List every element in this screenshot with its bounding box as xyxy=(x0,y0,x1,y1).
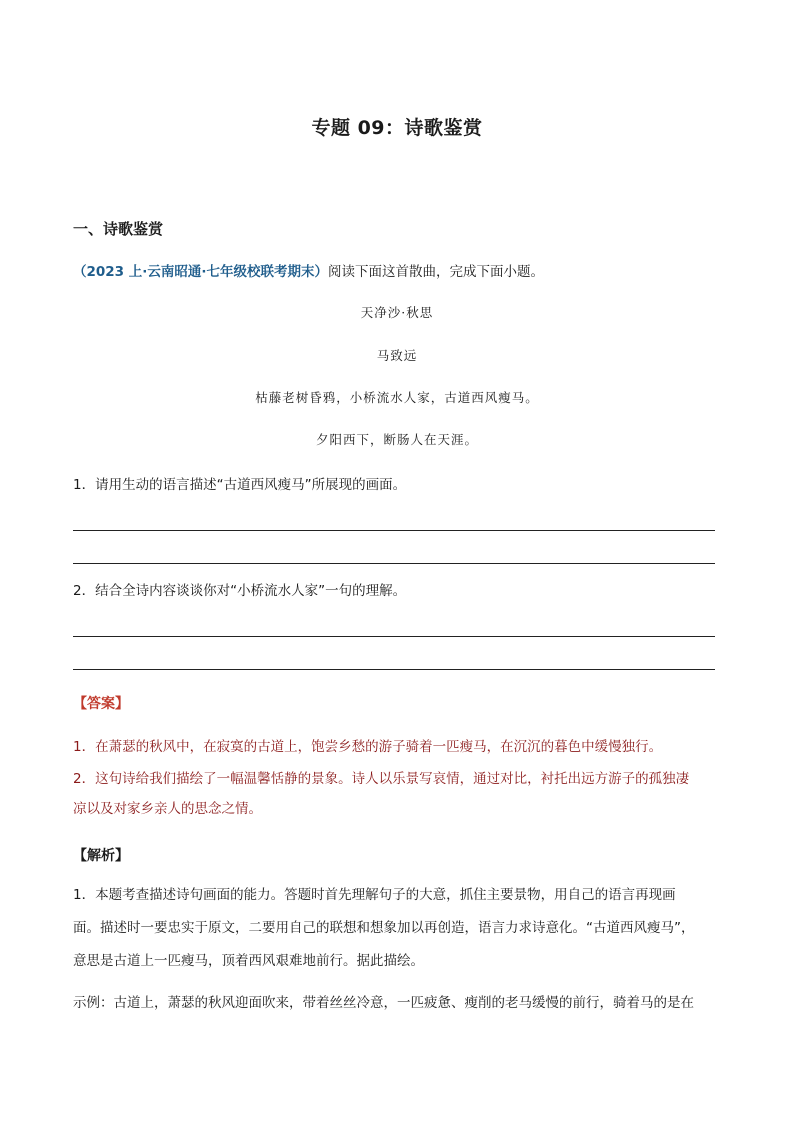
poem-line-2: 夕阳西下，断肠人在天涯。 xyxy=(315,432,478,447)
answer-blank-line[interactable] xyxy=(73,669,715,670)
answer-1: 1．在萧瑟的秋风中，在寂寞的古道上，饱尝乡愁的游子骑着一匹瘦马，在沉沉的暮色中缓慢独行。 xyxy=(73,739,663,755)
section-heading: 一、诗歌鉴赏 xyxy=(73,220,164,238)
page-title: 专题 09：诗歌鉴赏 xyxy=(311,117,483,139)
analysis-line-2: 面。描述时一要忠实于原文，二要用自己的联想和想象加以再创造，语言力求诗意化。“古道西风瘦马”， xyxy=(73,920,695,936)
analysis-line-1: 1．本题考查描述诗句画面的能力。答题时首先理解句子的大意，抓住主要景物，用自己的语言再现画 xyxy=(73,887,676,903)
answer-blank-line[interactable] xyxy=(73,636,715,637)
source-tag: （2023 上·云南昭通·七年级校联考期末） xyxy=(73,264,329,280)
answer-blank-line[interactable] xyxy=(73,530,715,531)
analysis-line-4: 示例：古道上，萧瑟的秋风迎面吹来，带着丝丝冷意，一匹疲惫、瘦削的老马缓慢的前行，骑着马的是在 xyxy=(73,995,694,1011)
question-source xyxy=(73,260,544,280)
question-2: 2．结合全诗内容谈谈你对“小桥流水人家”一句的理解。 xyxy=(73,583,407,599)
answer-blank-line[interactable] xyxy=(73,563,715,564)
answer-heading: 【答案】 xyxy=(73,696,129,712)
question-1: 1．请用生动的语言描述“古道西风瘦马”所展现的画面。 xyxy=(73,477,407,493)
source-instruction: 阅读下面这首散曲，完成下面小题。 xyxy=(328,264,545,280)
analysis-line-3: 意思是古道上一匹瘦马，顶着西风艰难地前行。据此描绘。 xyxy=(73,953,424,969)
answer-2-line-1: 2．这句诗给我们描绘了一幅温馨恬静的景象。诗人以乐景写哀情，通过对比，衬托出远方游子的孤独凄 xyxy=(73,771,690,787)
answer-2-line-2: 凉以及对家乡亲人的思念之情。 xyxy=(73,801,262,817)
poem-author: 马致远 xyxy=(376,348,418,363)
poem-line-1: 枯藤老树昏鸦，小桥流水人家，古道西风瘦马。 xyxy=(255,390,539,405)
poem-title: 天净沙·秋思 xyxy=(360,305,434,320)
analysis-heading: 【解析】 xyxy=(73,848,129,864)
